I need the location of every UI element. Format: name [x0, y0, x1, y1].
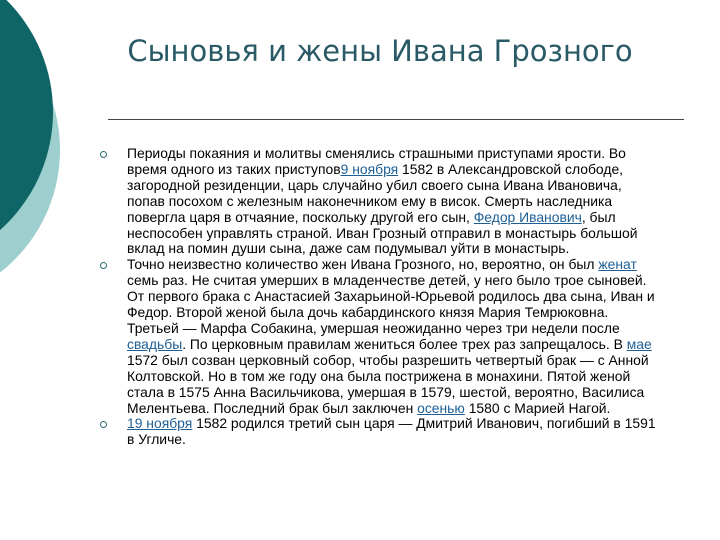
bullet-2-text-3: . По церковным правилам жениться более трех раз запрещалось. В: [182, 335, 627, 352]
bullet-list: [100, 146, 660, 448]
link-osenyu[interactable]: осенью: [417, 399, 465, 416]
bullet-2-text-1: Точно неизвестно количество жен Ивана Грозного, но, вероятно, он был: [127, 256, 599, 273]
bullet-marker: [100, 421, 107, 428]
bullet-2-text-5: 1580 с Марией Нагой.: [464, 399, 611, 416]
link-svadby[interactable]: свадьбы: [127, 335, 183, 352]
bullet-item-1: [100, 146, 660, 257]
bullet-1-text-3: , был неспособен управлять страной. Иван Грозный отправил в монастырь большой вклад на помин души сына, даже сам подумывал уйти в монастырь.: [127, 208, 638, 257]
link-mae[interactable]: мае: [626, 335, 652, 352]
bullet-marker: [100, 151, 107, 158]
bullet-marker: [100, 262, 107, 269]
bullet-2-text-2: семь раз. Не считая умерших в младенчестве детей, у него было трое сыновей. От первого брака с Анастасией Захарьиной-Юрьевой родилось два сына, Иван и Федор. Второй женой была дочь кабардинского князя Мария Темрюковна. Третьей — Марфа Собакина, умершая неожиданно через три недели после: [127, 272, 655, 336]
link-9-november[interactable]: 9 ноября: [340, 160, 399, 177]
bullet-item-3: [100, 416, 660, 448]
bullet-1-text-1: Периоды покаяния и молитвы сменялись страшными приступами ярости. Во время одного из таких приступов: [127, 145, 626, 177]
link-zhenat[interactable]: женат: [598, 256, 637, 273]
bullet-item-2: [100, 257, 660, 416]
link-fedor-ivanovich[interactable]: Федор Иванович: [473, 208, 582, 225]
bullet-1-text-2: 1582 в Александровской слободе, загородной резиденции, царь случайно убил своего сына Ивана Ивановича, попав посохом с железным наконечником ему в висок. Смерть наследника повергла царя в отчаяние, поскольку другой его сын,: [127, 160, 624, 225]
slide-title: Сыновья и жены Ивана Грозного: [127, 34, 633, 68]
link-19-november[interactable]: 19 ноября: [127, 415, 193, 432]
title-divider: [108, 119, 684, 120]
bullet-2-text-4: 1572 был созван церковный собор, чтобы разрешить четвертый брак — с Анной Колтовской. Но в том же году она была пострижена в монахини. Пятой женой стала в 1575 Анна Васильчикова, умершая в 1579, шестой, вероятно, Василиса Мелентьева. Последний брак был заключен: [127, 351, 649, 416]
bullet-3-text-1: 1582 родился третий сын царя — Дмитрий Иванович, погибший в 1591 в Угличе.: [127, 415, 656, 448]
